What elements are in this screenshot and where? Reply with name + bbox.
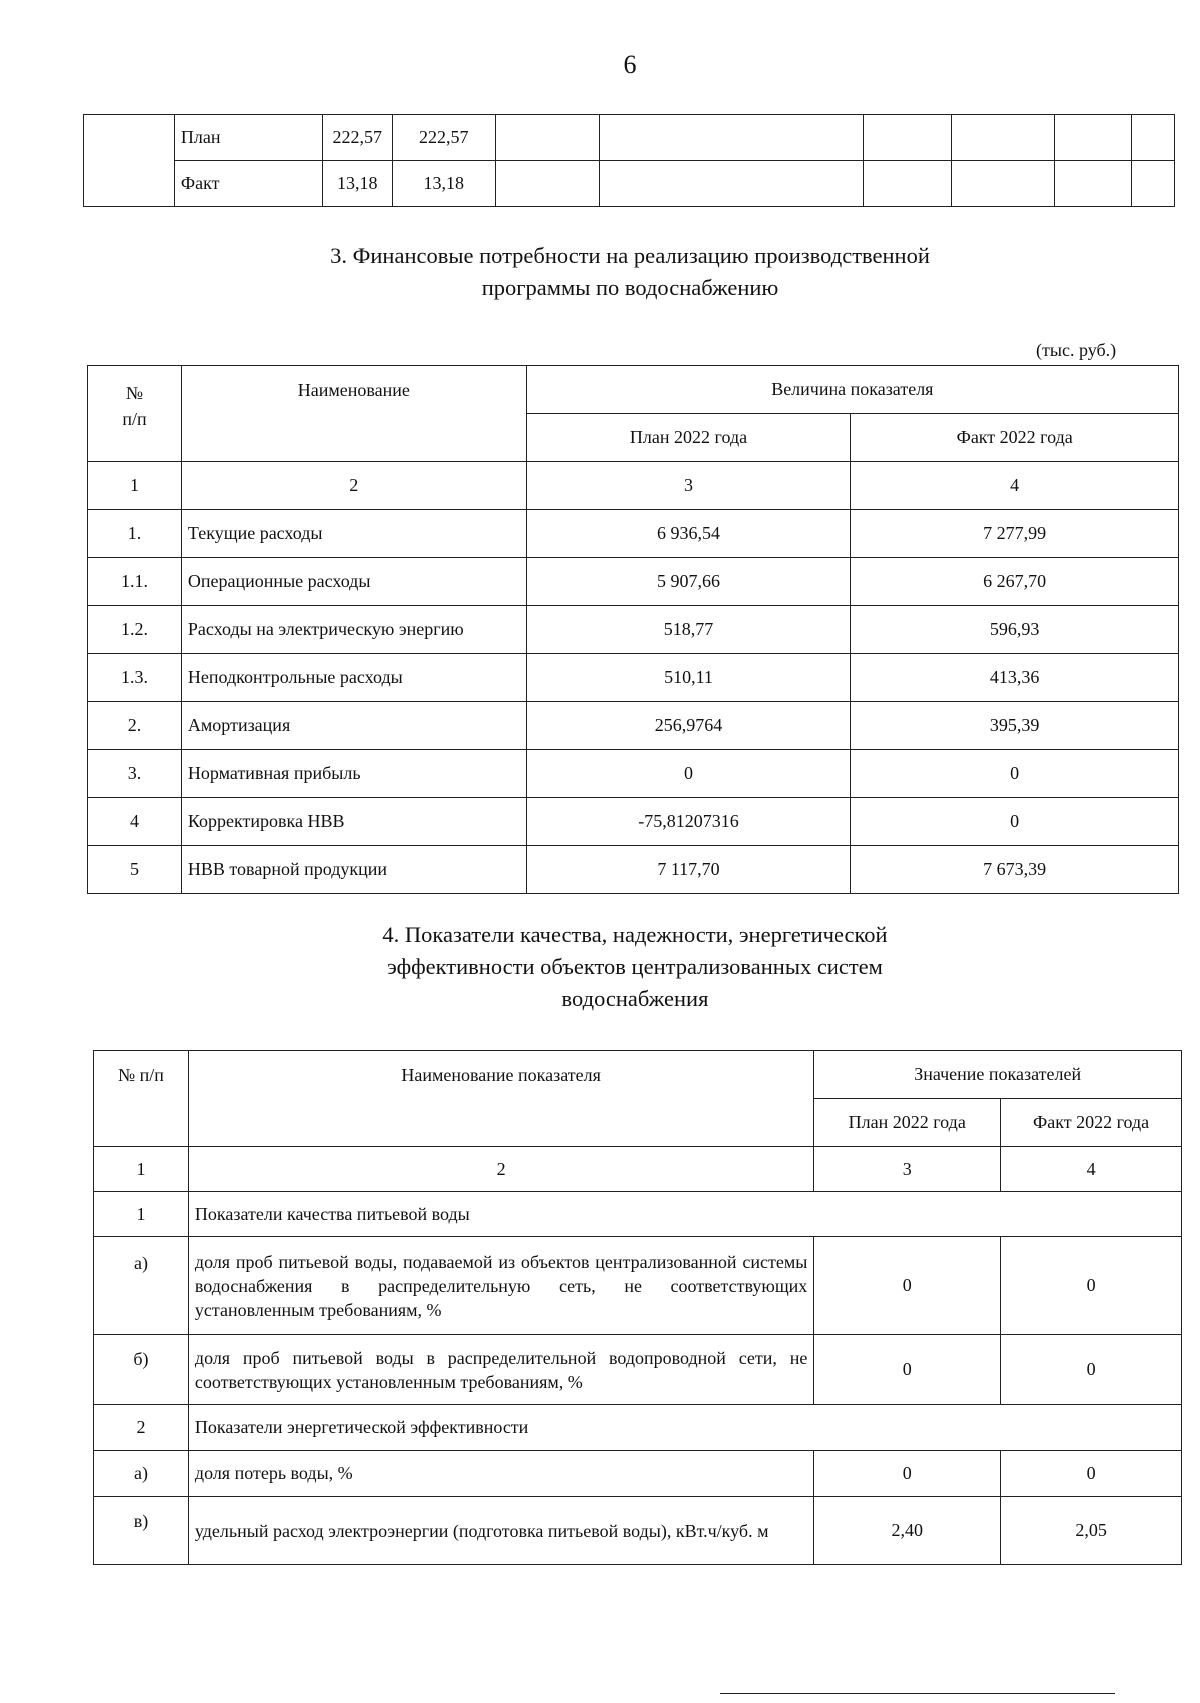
- page-number: 6: [623, 50, 637, 79]
- row-fact: 0: [1001, 1335, 1182, 1405]
- row-num: в): [94, 1497, 189, 1565]
- section3-title-line2: программы по водоснабжению: [481, 275, 779, 300]
- table-row: [88, 702, 1179, 750]
- row-plan: 0: [526, 750, 851, 798]
- value-cell: 13,18: [392, 161, 495, 207]
- col-number: 2: [181, 462, 526, 510]
- value-cell: 222,57: [322, 115, 392, 161]
- row-fact: 7 277,99: [851, 510, 1179, 558]
- continued-table: [83, 114, 1175, 207]
- empty-cell: [84, 115, 175, 207]
- section4-title: [300, 919, 970, 1015]
- row-name: Корректировка НВВ: [181, 798, 526, 846]
- row-plan: 2,40: [814, 1497, 1001, 1565]
- section4-title-line3: водоснабжения: [561, 986, 709, 1011]
- row-fact: 0: [1001, 1451, 1182, 1497]
- row-fact: 0: [851, 798, 1179, 846]
- row-num: б): [94, 1335, 189, 1405]
- row-name: Нормативная прибыль: [181, 750, 526, 798]
- table-row: [94, 1335, 1182, 1405]
- row-fact: 6 267,70: [851, 558, 1179, 606]
- col-number: 3: [526, 462, 851, 510]
- header-num: № п/п: [94, 1051, 189, 1147]
- row-label: План: [174, 115, 322, 161]
- table-row: [88, 798, 1179, 846]
- col-number: 2: [188, 1147, 813, 1192]
- row-fact: 596,93: [851, 606, 1179, 654]
- row-name: Неподконтрольные расходы: [181, 654, 526, 702]
- row-name: удельный расход электроэнергии (подготовка питьевой воды), кВт.ч/куб. м: [188, 1497, 813, 1565]
- row-plan: 6 936,54: [526, 510, 851, 558]
- section3-title: [260, 240, 1000, 304]
- table-row: [94, 1237, 1182, 1335]
- row-plan: 5 907,66: [526, 558, 851, 606]
- units-label: (тыс. руб.): [1036, 340, 1117, 360]
- header-plan: План 2022 года: [526, 414, 851, 462]
- row-fact: 7 673,39: [851, 846, 1179, 894]
- row-num: 5: [88, 846, 182, 894]
- table-row: [84, 115, 1175, 161]
- finance-table: [87, 365, 1179, 894]
- group-name: Показатели качества питьевой воды: [188, 1192, 1181, 1237]
- group-row: [94, 1192, 1182, 1237]
- header-plan: План 2022 года: [814, 1099, 1001, 1147]
- row-num: 1.1.: [88, 558, 182, 606]
- row-plan: 256,9764: [526, 702, 851, 750]
- header-fact: Факт 2022 года: [1001, 1099, 1182, 1147]
- table-row: [94, 1451, 1182, 1497]
- row-plan: 518,77: [526, 606, 851, 654]
- row-plan: 0: [814, 1335, 1001, 1405]
- row-name: доля проб питьевой воды, подаваемой из объектов централизованной системы водоснабжения в распределительную сеть, не соответствующих установленным требованиям, %: [188, 1237, 813, 1335]
- row-num: 1.2.: [88, 606, 182, 654]
- row-plan: 7 117,70: [526, 846, 851, 894]
- table-row: [88, 750, 1179, 798]
- group-num: 1: [94, 1192, 189, 1237]
- section4-title-line2: эффективности объектов централизованных систем: [387, 954, 883, 979]
- col-number: 1: [88, 462, 182, 510]
- row-fact: 0: [851, 750, 1179, 798]
- col-number: 3: [814, 1147, 1001, 1192]
- table-row: [88, 654, 1179, 702]
- table-row: [94, 1497, 1182, 1565]
- row-plan: 510,11: [526, 654, 851, 702]
- table-row: [88, 606, 1179, 654]
- row-num: а): [94, 1451, 189, 1497]
- row-name: доля проб питьевой воды в распределительной водопроводной сети, не соответствующих установленным требованиям, %: [188, 1335, 813, 1405]
- row-name: доля потерь воды, %: [188, 1451, 813, 1497]
- header-value: Величина показателя: [526, 366, 1178, 414]
- header-value: Значение показателей: [814, 1051, 1182, 1099]
- table-row: [88, 510, 1179, 558]
- row-plan: 0: [814, 1237, 1001, 1335]
- row-fact: 413,36: [851, 654, 1179, 702]
- row-name: НВВ товарной продукции: [181, 846, 526, 894]
- header-name: Наименование показателя: [188, 1051, 813, 1147]
- group-row: [94, 1405, 1182, 1451]
- table-row: [84, 161, 1175, 207]
- row-fact: 2,05: [1001, 1497, 1182, 1565]
- col-number: 4: [1001, 1147, 1182, 1192]
- quality-table: [93, 1050, 1182, 1565]
- row-num: 1.: [88, 510, 182, 558]
- row-name: Текущие расходы: [181, 510, 526, 558]
- row-num: 2.: [88, 702, 182, 750]
- group-num: 2: [94, 1405, 189, 1451]
- header-name: Наименование: [181, 366, 526, 462]
- column-number-row: [94, 1147, 1182, 1192]
- row-num: а): [94, 1237, 189, 1335]
- row-name: Расходы на электрическую энергию: [181, 606, 526, 654]
- table-row: [88, 846, 1179, 894]
- col-number: 1: [94, 1147, 189, 1192]
- value-cell: 13,18: [322, 161, 392, 207]
- value-cell: 222,57: [392, 115, 495, 161]
- column-number-row: [88, 462, 1179, 510]
- group-name: Показатели энергетической эффективности: [188, 1405, 1181, 1451]
- row-name: Амортизация: [181, 702, 526, 750]
- row-plan: 0: [814, 1451, 1001, 1497]
- bottom-rule: [720, 1693, 1115, 1694]
- section3-title-line1: 3. Финансовые потребности на реализацию производственной: [330, 243, 930, 268]
- header-fact: Факт 2022 года: [851, 414, 1179, 462]
- row-num: 3.: [88, 750, 182, 798]
- row-num: 4: [88, 798, 182, 846]
- row-fact: 395,39: [851, 702, 1179, 750]
- row-num: 1.3.: [88, 654, 182, 702]
- row-plan: -75,81207316: [526, 798, 851, 846]
- row-name: Операционные расходы: [181, 558, 526, 606]
- col-number: 4: [851, 462, 1179, 510]
- header-num: № п/п: [88, 366, 182, 462]
- row-fact: 0: [1001, 1237, 1182, 1335]
- section4-title-line1: 4. Показатели качества, надежности, энергетической: [382, 922, 888, 947]
- row-label: Факт: [174, 161, 322, 207]
- table-row: [88, 558, 1179, 606]
